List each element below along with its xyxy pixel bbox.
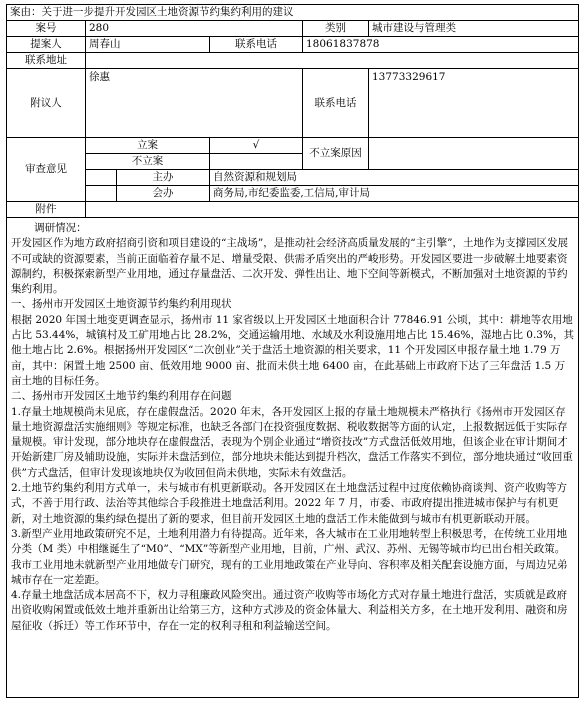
co-label: 会办: [117, 186, 210, 202]
co-value: 商务局,市纪委监委,工信局,审计局: [210, 186, 579, 202]
host-value: 自然资源和规划局: [210, 170, 579, 186]
not-accept-mark: [210, 154, 303, 170]
accept-checkmark: √: [210, 138, 303, 154]
phone-label: 联系电话: [210, 37, 303, 53]
address-value: [86, 53, 579, 69]
not-accept-label: 不立案: [86, 154, 210, 170]
cosigner-value: 徐惠: [86, 69, 303, 138]
category-value: 城市建设与管理类: [369, 21, 579, 37]
case-title: 案由：关于进一步提升开发园区土地资源节约集约利用的建议: [7, 5, 579, 21]
proposal-header-table: [6, 4, 579, 218]
section-heading-1: 一、扬州市开发园区土地资源节约集约利用现状: [11, 298, 232, 311]
attachment-value: [86, 202, 579, 218]
reason-label-text: 不立案原因: [309, 147, 362, 159]
category-label: 类别: [303, 21, 369, 37]
host-label: 主办: [117, 170, 210, 186]
not-accept-reason-value: [369, 138, 579, 170]
status-paragraph: 根据 2020 年国土地变更调查显示，扬州市 11 家省级以上开发园区土地面积合计 77846.91 公顷，其中：耕地等农用地占比 53.44%，城镇村及工矿用地占比 28.2%，交通运输用地、水域及水利设施用地占比 15.46%，湿地占比 0.3%，其他土地占比 2.6%。根据扬州开发园区“二次创业”关于盘活土地资源的相关要求，11 个开发园区申报存量土地 1.79 万亩，其中：闲置土地 2500 亩、低效用地 9000 亩、批而未供土地 6400 亩，在此基础上市政府下达了三年盘活 1.5 万亩土地的目标任务。: [11, 313, 574, 387]
issue-paragraph-4: 4.存量土地盘活成本居高不下，权力寻租廉政风险突出。通过资产收购等市场化方式对存量土地进行盘活，实质就是政府出资收购闲置或低效土地并重新出让给第三方，这种方式涉及的资金体量大、利益相关方多，在土地开发利用、融资和房屋征收（拆迁）等工作环节中，存在一定的权利寻租和利益输送空间。: [11, 589, 568, 632]
proposal-form: [6, 4, 578, 704]
not-accept-reason-label: [303, 138, 369, 170]
proposer-value: 周春山: [86, 37, 210, 53]
cosigner-phone-value: 13773329617: [369, 69, 579, 138]
cosigner-label: 附议人: [7, 69, 86, 138]
review-label: 审查意见: [7, 138, 86, 202]
issue-paragraph-1: 1.存量土地规模尚未见底，存在虚假盘活。2020 年末，各开发园区上报的存量土地规模未严格执行《扬州市开发园区存量土地资源盘活实施细则》等规定标准，也缺乏各部门在投资强度数据、税收数据等方面的认定，上报数据远低于实际存量规模。审计发现，部分地块存在虚假盘活，表现为个别企业通过“增资技改”方式盘活低效用地，但该企业在审计期间才开始新建厂房及辅助设施，实际并未盘活到位，部分地块未能达到提升档次，盘活工作落实不到位，部分地块通过“收回重供”方式盘活，但审计发现该地块仅为收回但尚未供地，实际未有效盘活。: [11, 405, 573, 479]
proposer-label: 提案人: [7, 37, 86, 53]
cosigner-phone-label: 联系电话: [303, 69, 369, 138]
section-heading-2: 二、扬州市开发园区土地节约集约利用存在问题: [11, 390, 232, 403]
case-no-label: 案号: [7, 21, 86, 37]
survey-heading: 调研情况：: [34, 222, 87, 234]
issue-paragraph-3: 3.新型产业用地政策研究不足，土地利用潜力有待提高。近年来，各大城市在工业用地转型上积极思考，在传统工业用地分类（M 类）中相继诞生了“M0”、“MX”等新型产业用地，目前，广州、武汉、苏州、无锡等城市均已出台相关政策。我市工业用地未就新型产业用地做专门研究，现有的工业用地政策在产业导向、容积率及相关配套设施方面，与周边兄弟城市存在一定差距。: [11, 527, 568, 586]
accept-label: 立案: [86, 138, 210, 154]
case-no-value: 280: [86, 21, 303, 37]
issue-paragraph-2: 2.土地节约集约利用方式单一，未与城市有机更新联动。各开发园区在土地盘活过程中过度依赖协商谈判、资产收购等方式，不善于用行政、法治等其他综合手段推进土地盘活利用。2022 年 7 月，市委、市政府提出推进城市保护与有机更新，对土地资源的集约绿色提出了新的要求，但目前开发园区土地的盘活工作未能做到与城市有机更新联动开展。: [11, 482, 568, 525]
attachment-label: 附件: [7, 202, 86, 218]
intro-paragraph: 开发园区作为地方政府招商引资和项目建设的“主战场”，是推动社会经济高质量发展的“主引擎”，土地作为支撑园区发展不可或缺的资源要素，当前正面临着存量不足、增量受限、供需矛盾突出的严峻形势。开发园区要进一步破解土地要素资源制约，积极探索新型产业用地，通过存量盘活、二次开发、弹性出让、地下空间等新模式，不断加强对土地资源的节约集约利用。: [11, 237, 568, 296]
proposal-body: [6, 218, 579, 698]
phone-value: 18061837878: [303, 37, 579, 53]
address-label: 联系地址: [7, 53, 86, 69]
